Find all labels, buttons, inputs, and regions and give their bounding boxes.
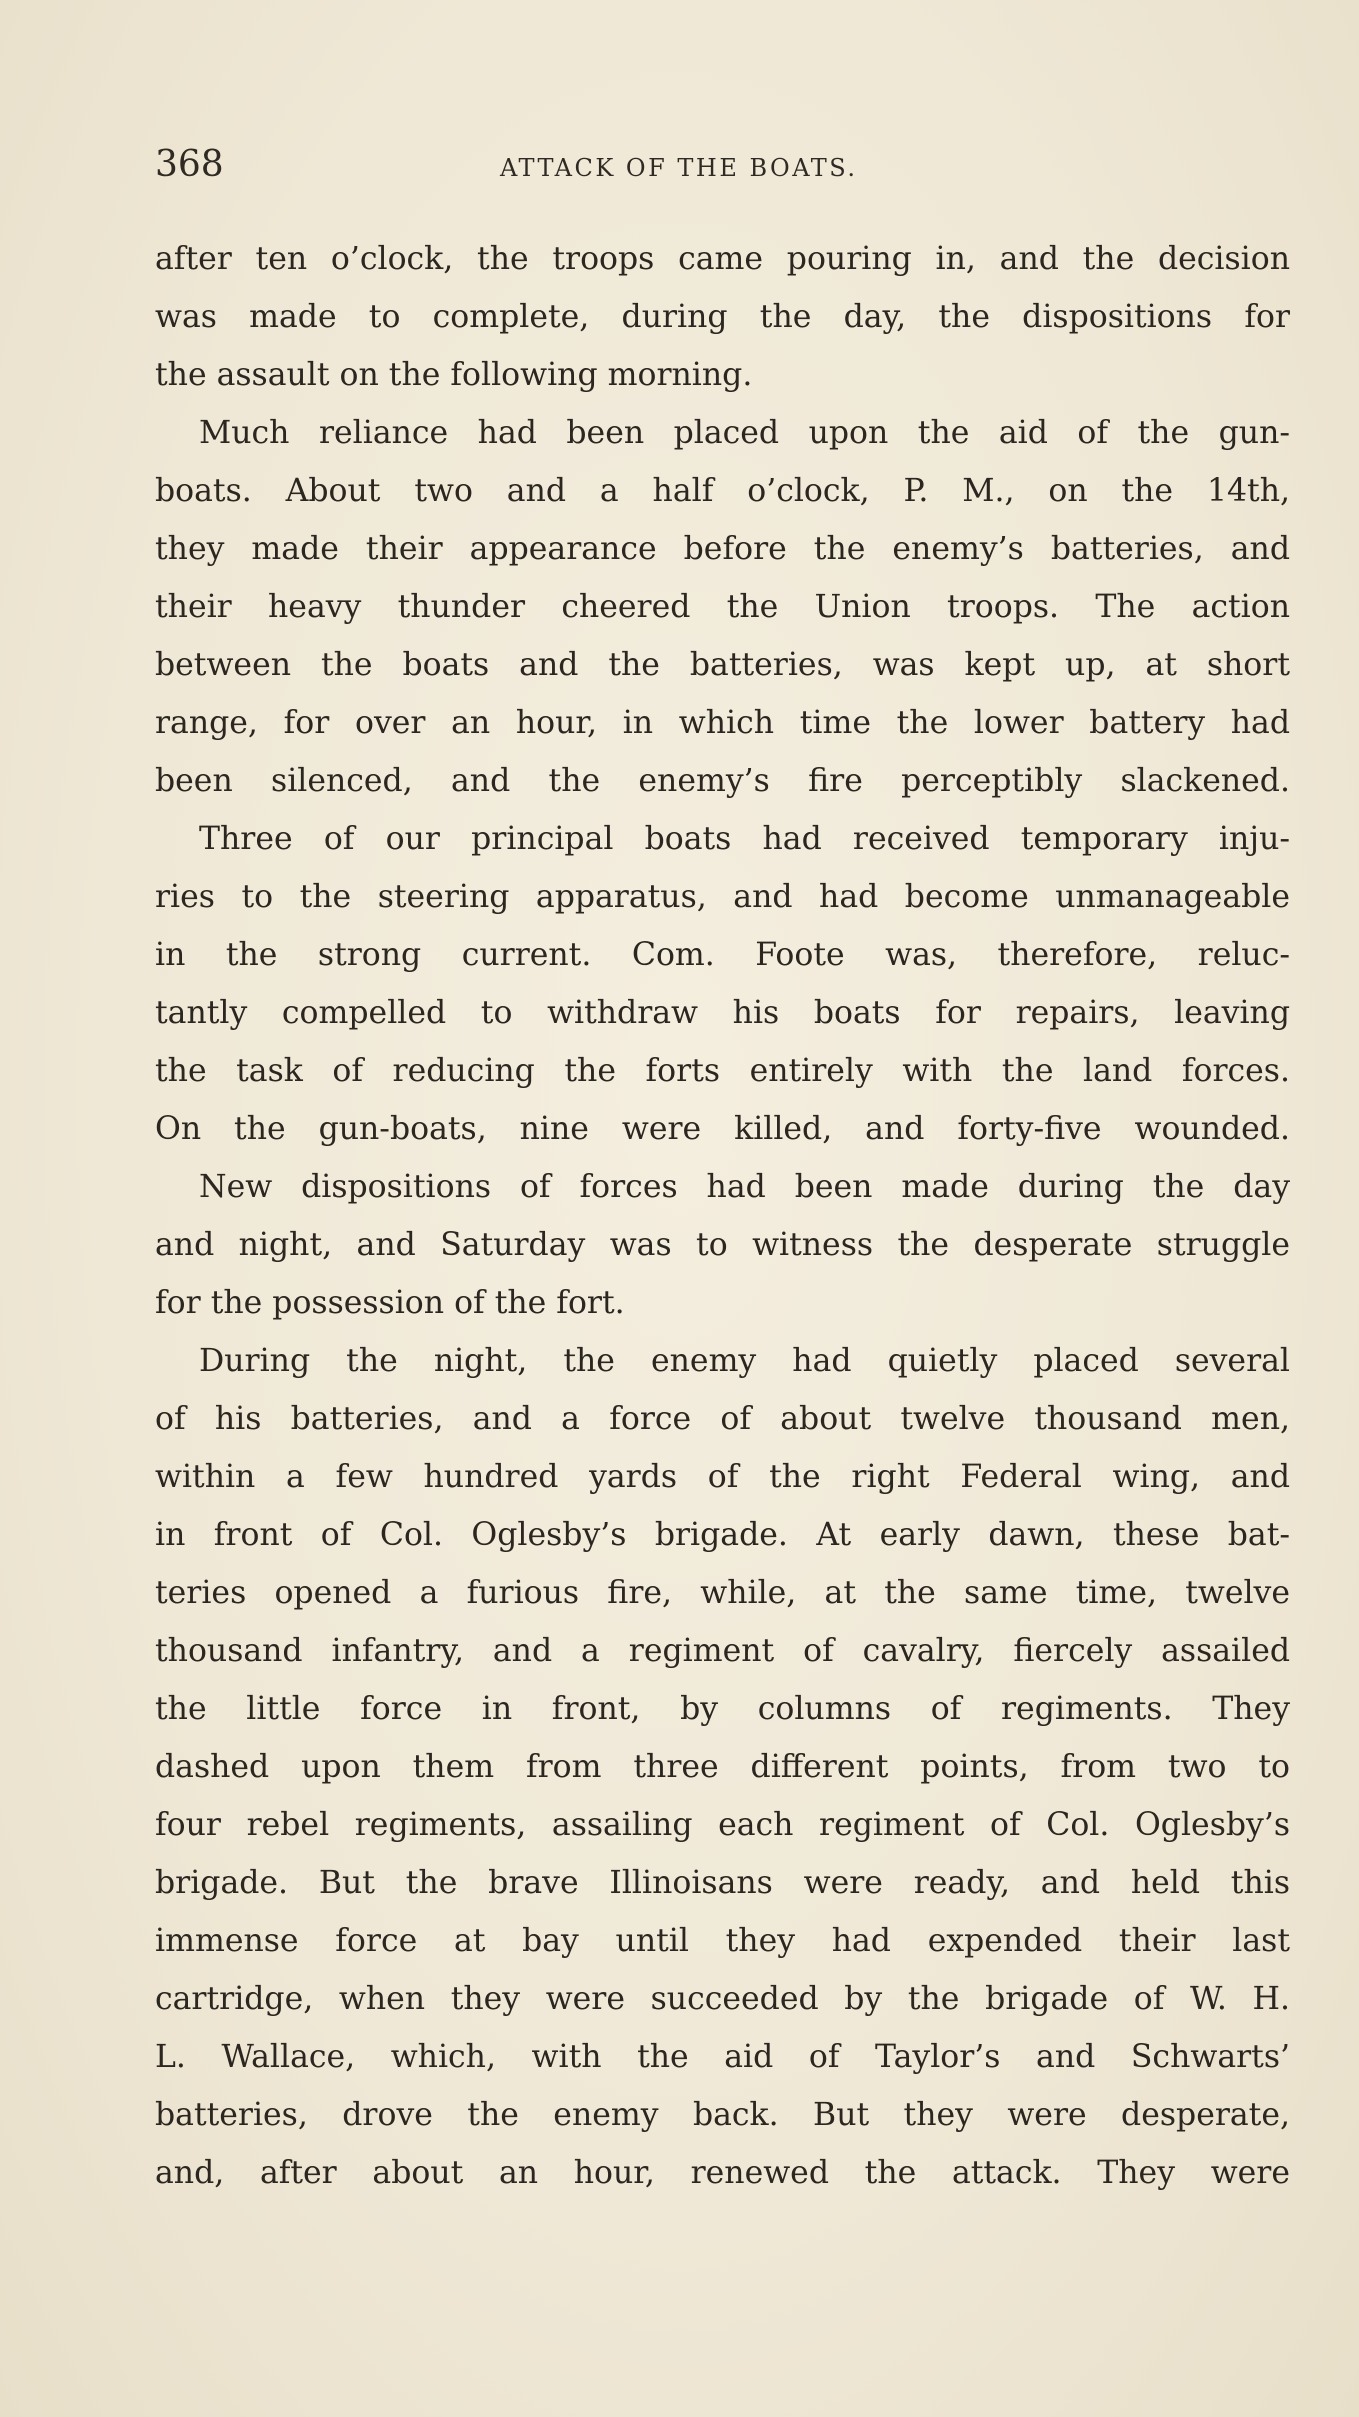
body-text [155,230,1290,2202]
text-line: brigade. But the brave Illinoisans were ready, and held this [155,1865,1290,1901]
text-line: of his batteries, and a force of about twelve thousand men, [155,1401,1290,1437]
text-line: they made their appearance before the enemy’s batteries, and [155,531,1290,567]
text-line: in the strong current. Com. Foote was, therefore, reluc- [155,937,1290,973]
text-line: tantly compelled to withdraw his boats for repairs, leaving [155,995,1290,1031]
text-line: ries to the steering apparatus, and had become unmanageable [155,879,1290,915]
text-line: batteries, drove the enemy back. But they were desperate, [155,2097,1290,2133]
text-line: their heavy thunder cheered the Union troops. The action [155,589,1290,625]
text-line: the task of reducing the forts entirely with the land forces. [155,1053,1290,1089]
running-head: ATTACK OF THE BOATS. [500,154,858,182]
text-line: New dispositions of forces had been made during the day [199,1169,1290,1205]
text-line: in front of Col. Oglesby’s brigade. At early dawn, these bat- [155,1517,1290,1553]
text-line: teries opened a furious fire, while, at the same time, twelve [155,1575,1290,1611]
text-line: thousand infantry, and a regiment of cavalry, fiercely assailed [155,1633,1290,1669]
text-line: for the possession of the fort. [155,1285,625,1321]
text-line: L. Wallace, which, with the aid of Taylor’s and Schwarts’ [155,2039,1290,2075]
text-line: Three of our principal boats had received temporary inju- [199,821,1290,857]
text-line: and night, and Saturday was to witness the desperate struggle [155,1227,1290,1263]
text-line: range, for over an hour, in which time the lower battery had [155,705,1290,741]
text-line: and, after about an hour, renewed the attack. They were [155,2155,1290,2191]
text-line: within a few hundred yards of the right Federal wing, and [155,1459,1290,1495]
text-line: dashed upon them from three different points, from two to [155,1749,1290,1785]
text-line: Much reliance had been placed upon the aid of the gun- [199,415,1290,451]
page-number: 368 [155,144,224,185]
text-line: after ten o’clock, the troops came pouring in, and the decision [155,241,1290,277]
text-line: boats. About two and a half o’clock, P. M., on the 14th, [155,473,1290,509]
text-line: During the night, the enemy had quietly placed several [199,1343,1290,1379]
text-line: between the boats and the batteries, was kept up, at short [155,647,1290,683]
page-header [155,140,1290,190]
text-line: was made to complete, during the day, the dispositions for [155,299,1290,335]
text-line: On the gun-boats, nine were killed, and forty-five wounded. [155,1111,1290,1147]
text-line: been silenced, and the enemy’s fire perceptibly slackened. [155,763,1290,799]
text-line: the assault on the following morning. [155,357,753,393]
text-line: immense force at bay until they had expended their last [155,1923,1290,1959]
text-line: four rebel regiments, assailing each regiment of Col. Oglesby’s [155,1807,1290,1843]
text-line: the little force in front, by columns of regiments. They [155,1691,1290,1727]
text-line: cartridge, when they were succeeded by the brigade of W. H. [155,1981,1290,2017]
